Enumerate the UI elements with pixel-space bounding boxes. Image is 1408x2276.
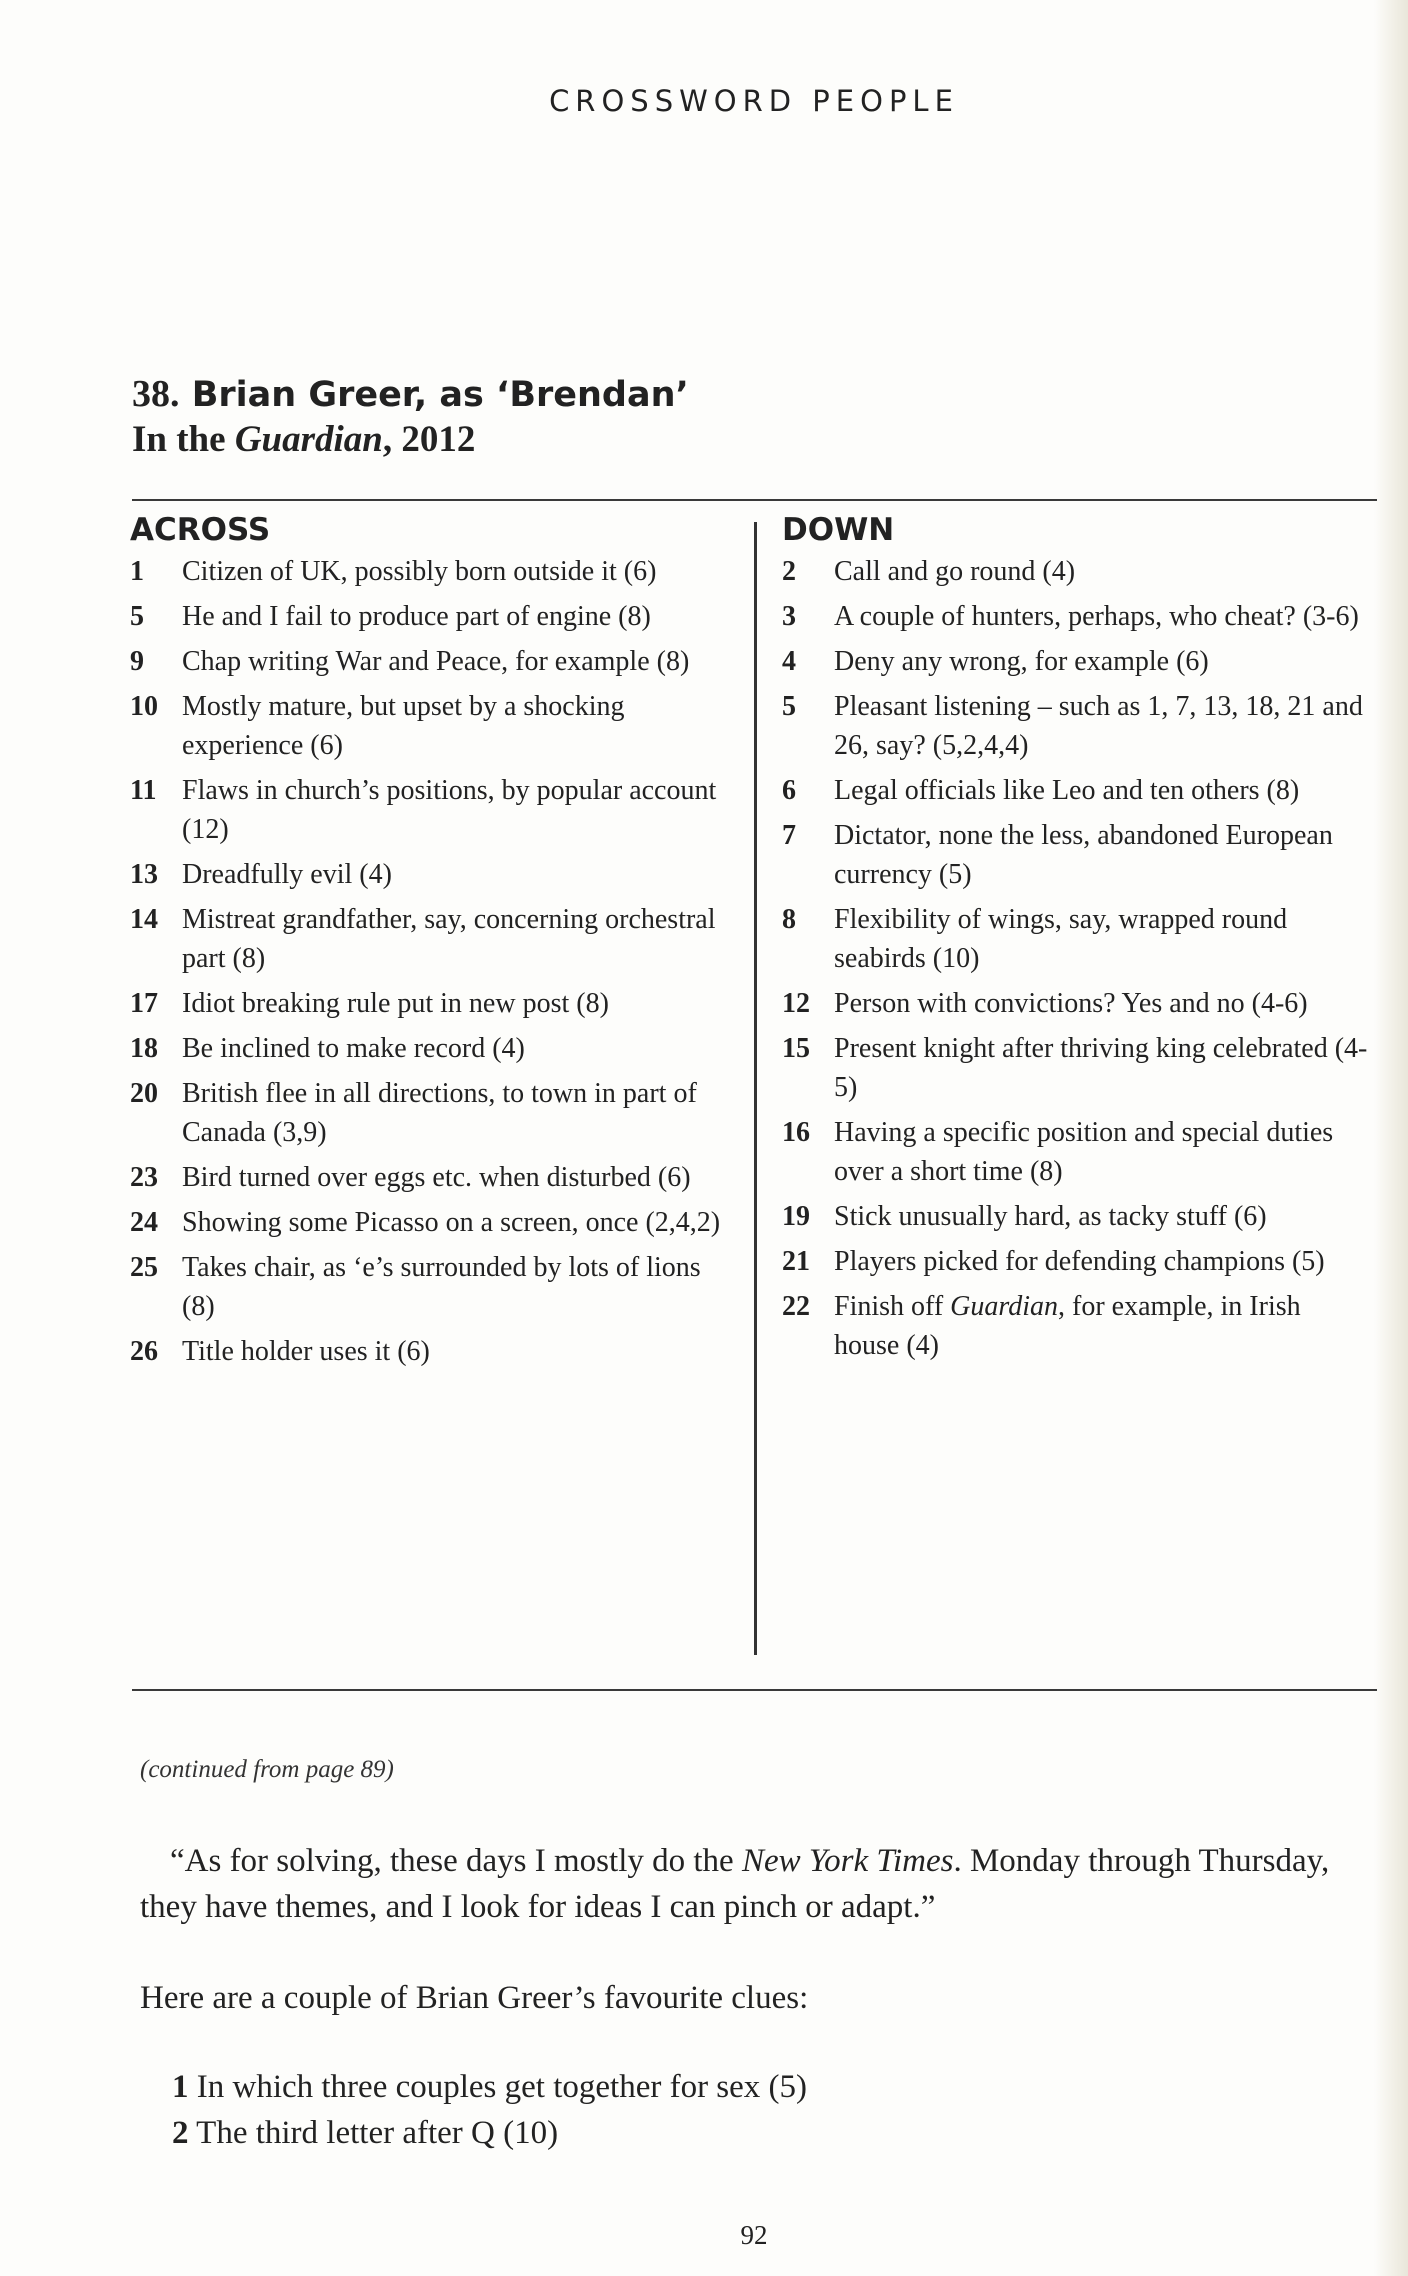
- clue-across-25: 25 Takes chair, as ‘e’s surrounded by lots of lions (8): [130, 1252, 701, 1322]
- favourite-clue-1: 1 In which three couples get together for sex (5): [172, 2069, 808, 2105]
- favourite-clue-2: 2 The third letter after Q (10): [172, 2115, 559, 2151]
- top-rule: [132, 499, 1377, 501]
- clue-across-1: 1 Citizen of UK, possibly born outside it (6): [130, 556, 657, 587]
- clue-across-5: 5 He and I fail to produce part of engine (8): [130, 601, 651, 632]
- clue-down-8: 8 Flexibility of wings, say, wrapped round seabirds (10): [782, 904, 1288, 974]
- clue-down-6: 6 Legal officials like Leo and ten others (8): [782, 775, 1300, 806]
- clue-down-4: 4 Deny any wrong, for example (6): [782, 646, 1209, 677]
- setter-name: Brian Greer, as ‘Brendan’: [191, 375, 689, 415]
- title-line-1: [132, 372, 689, 417]
- down-heading: DOWN: [782, 512, 895, 548]
- page-number: 92: [740, 2220, 768, 2250]
- across-heading: ACROSS: [130, 512, 271, 548]
- publication-name: Guardian: [234, 419, 383, 460]
- clue-across-10: 10 Mostly mature, but upset by a shocking experience (6): [130, 691, 625, 761]
- intro-paragraph: Here are a couple of Brian Greer’s favourite clues:: [140, 1980, 809, 2016]
- bottom-rule: [132, 1689, 1377, 1691]
- clue-across-13: 13 Dreadfully evil (4): [130, 859, 392, 890]
- puzzle-number: 38.: [132, 373, 180, 415]
- clue-down-19: 19 Stick unusually hard, as tacky stuff (6): [782, 1201, 1267, 1232]
- clue-across-9: 9 Chap writing War and Peace, for example (8): [130, 646, 690, 677]
- down-clues: [782, 510, 1372, 1371]
- clue-down-12: 12 Person with convictions? Yes and no (4-6): [782, 988, 1308, 1019]
- clue-down-16: 16 Having a specific position and special duties over a short time (8): [782, 1117, 1334, 1187]
- clue-across-18: 18 Be inclined to make record (4): [130, 1033, 525, 1064]
- clue-across-17: 17 Idiot breaking rule put in new post (8): [130, 988, 609, 1019]
- clue-across-24: 24 Showing some Picasso on a screen, once (2,4,2): [130, 1207, 721, 1238]
- quote-paragraph: “As for solving, these days I mostly do the New York Times. Monday through Thursday, they have themes, and I look for ideas I can pinch or adapt.”: [140, 1843, 1330, 1925]
- clue-across-23: 23 Bird turned over eggs etc. when disturbed (6): [130, 1162, 691, 1193]
- column-divider: [754, 522, 757, 1655]
- clue-down-3: 3 A couple of hunters, perhaps, who cheat? (3-6): [782, 601, 1359, 632]
- clue-down-5: 5 Pleasant listening – such as 1, 7, 13, 18, 21 and 26, say? (5,2,4,4): [782, 691, 1363, 761]
- favourite-clues: [172, 2064, 807, 2156]
- continued-note: (continued from page 89): [140, 1756, 394, 1783]
- running-head: CROSSWORD PEOPLE: [549, 84, 959, 118]
- puzzle-title: [132, 372, 689, 463]
- across-clues: [130, 510, 730, 1377]
- page-edge-shadow: [1374, 0, 1408, 2276]
- clue-across-11: 11 Flaws in church’s positions, by popular account (12): [130, 775, 717, 845]
- clue-down-7: 7 Dictator, none the less, abandoned European currency (5): [782, 820, 1333, 890]
- clue-down-15: 15 Present knight after thriving king celebrated (4-5): [782, 1033, 1368, 1103]
- clue-down-22: 22 Finish off Guardian, for example, in Irish house (4): [782, 1291, 1301, 1361]
- clue-across-14: 14 Mistreat grandfather, say, concerning orchestral part (8): [130, 904, 716, 974]
- clue-down-21: 21 Players picked for defending champions (5): [782, 1246, 1325, 1277]
- clue-across-26: 26 Title holder uses it (6): [130, 1336, 430, 1367]
- title-line-2: In the Guardian, 2012: [132, 419, 476, 460]
- clue-down-2: 2 Call and go round (4): [782, 556, 1076, 587]
- clue-across-20: 20 British flee in all directions, to town in part of Canada (3,9): [130, 1078, 697, 1148]
- newspaper-title: New York Times: [741, 1843, 954, 1879]
